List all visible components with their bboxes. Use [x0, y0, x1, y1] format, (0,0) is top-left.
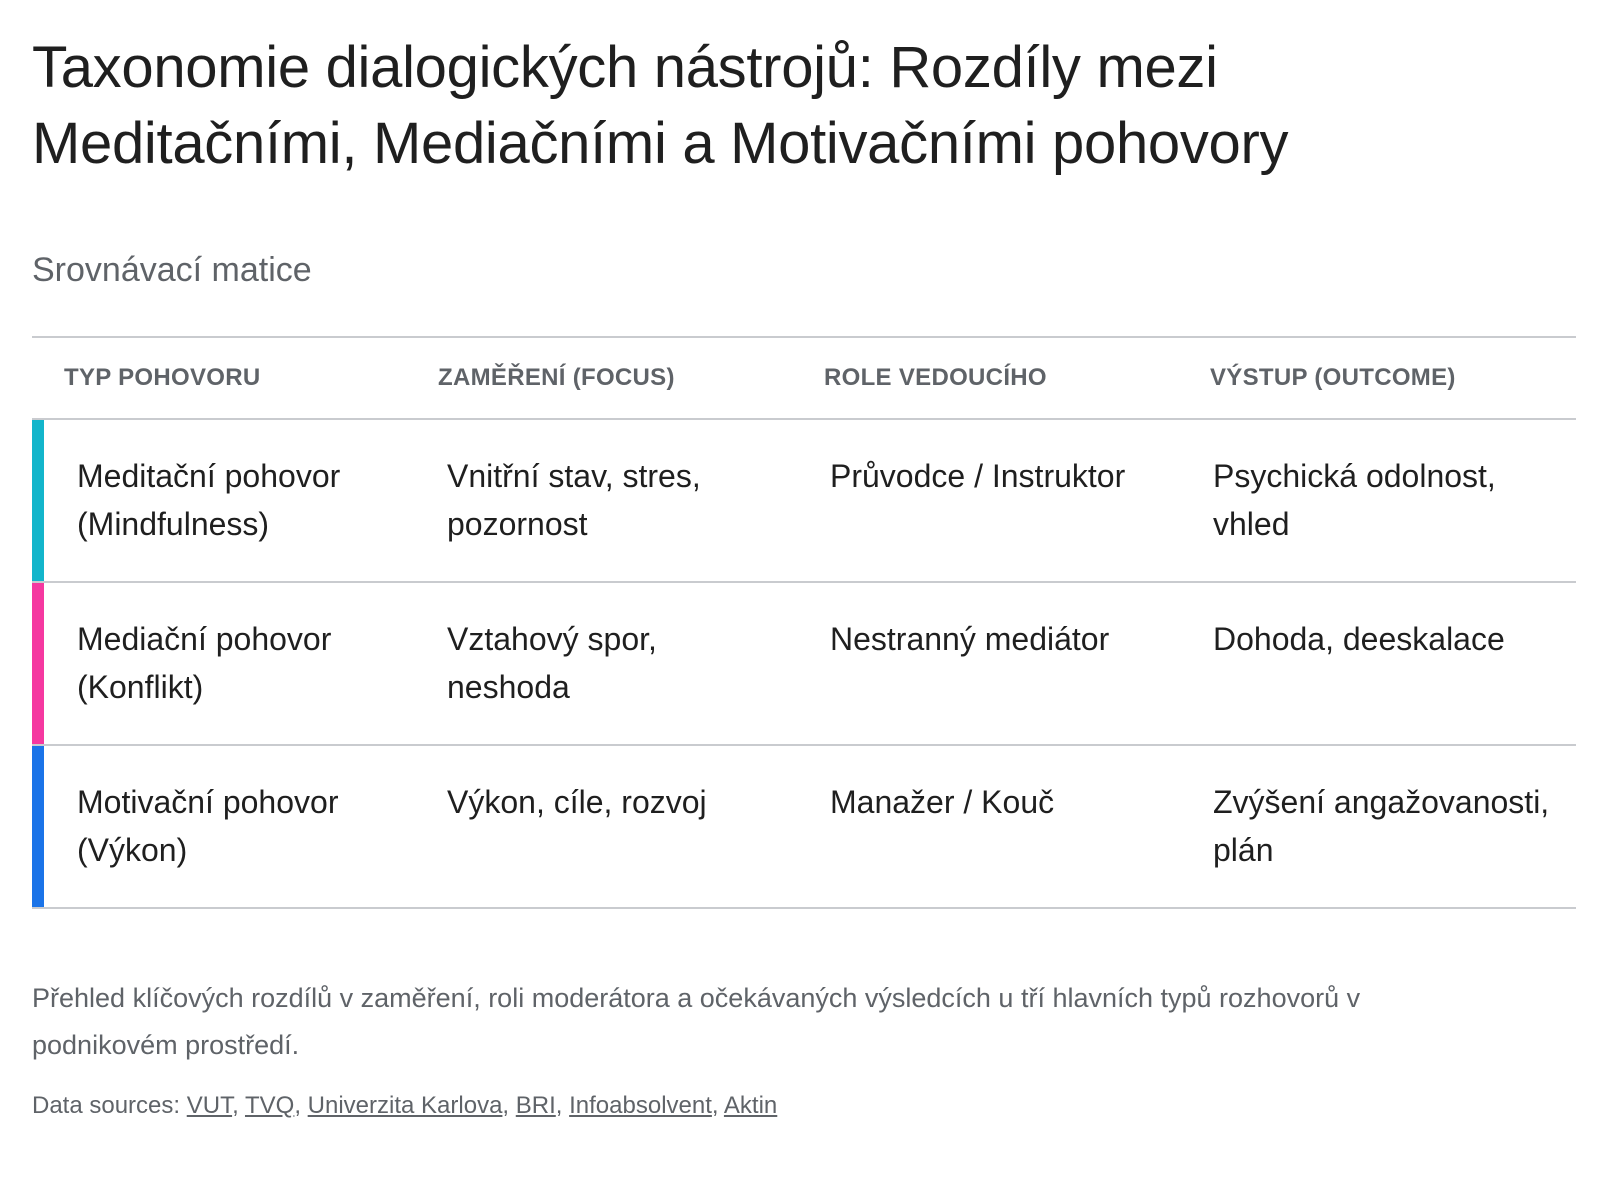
source-link-tvq[interactable]: TVQ: [244, 1092, 295, 1119]
table-header: [32, 338, 1576, 420]
page-title: Taxonomie dialogických nástrojů: Rozdíly mezi Meditačními, Mediačními a Motivačními pohovory: [32, 35, 1289, 176]
row-accent-bar: [32, 746, 44, 907]
source-link-infoabsolvent[interactable]: Infoabsolvent: [569, 1092, 712, 1119]
source-link-univerzita-karlova[interactable]: Univerzita Karlova: [307, 1092, 503, 1119]
cell-type: Mediační pohovor (Konflikt): [77, 621, 332, 705]
cell-type: Motivační pohovor (Výkon): [77, 784, 339, 868]
column-header-role: ROLE VEDOUCÍHO: [824, 364, 1047, 391]
table-caption: Přehled klíčových rozdílů v zaměření, roli moderátora a očekávaných výsledcích u tří hlavních typů rozhovorů v podnikovém prostředí.: [32, 983, 1361, 1060]
column-header-outcome: VÝSTUP (OUTCOME): [1210, 364, 1456, 391]
column-header-focus: ZAMĚŘENÍ (FOCUS): [438, 364, 675, 391]
cell-focus: Vnitřní stav, stres, pozornost: [447, 458, 701, 542]
cell-role: Průvodce / Instruktor: [830, 458, 1126, 494]
row-accent-bar: [32, 583, 44, 744]
column-header-type: TYP POHOVORU: [64, 364, 261, 391]
source-link-aktin[interactable]: Aktin: [723, 1092, 778, 1119]
cell-focus: Výkon, cíle, rozvoj: [447, 784, 707, 820]
table-row: [32, 583, 1576, 746]
table-row: [32, 746, 1576, 909]
section-subtitle: Srovnávací matice: [32, 251, 312, 289]
row-accent-bar: [32, 420, 44, 581]
table-row: [32, 420, 1576, 583]
cell-type: Meditační pohovor (Mindfulness): [77, 458, 341, 542]
source-link-vut[interactable]: VUT: [186, 1092, 233, 1119]
cell-role: Nestranný mediátor: [830, 621, 1110, 657]
data-sources: Data sources: VUT, TVQ, Univerzita Karlova, BRI, Infoabsolvent, Aktin: [32, 1092, 778, 1119]
cell-focus: Vztahový spor, neshoda: [447, 621, 657, 705]
source-link-bri[interactable]: BRI: [515, 1092, 556, 1119]
comparison-table: [32, 336, 1576, 909]
cell-role: Manažer / Kouč: [830, 784, 1055, 820]
sources-prefix: Data sources:: [32, 1092, 187, 1119]
cell-outcome: Psychická odolnost, vhled: [1213, 458, 1496, 542]
cell-outcome: Dohoda, deeskalace: [1213, 621, 1505, 657]
cell-outcome: Zvýšení angažovanosti, plán: [1213, 784, 1550, 868]
